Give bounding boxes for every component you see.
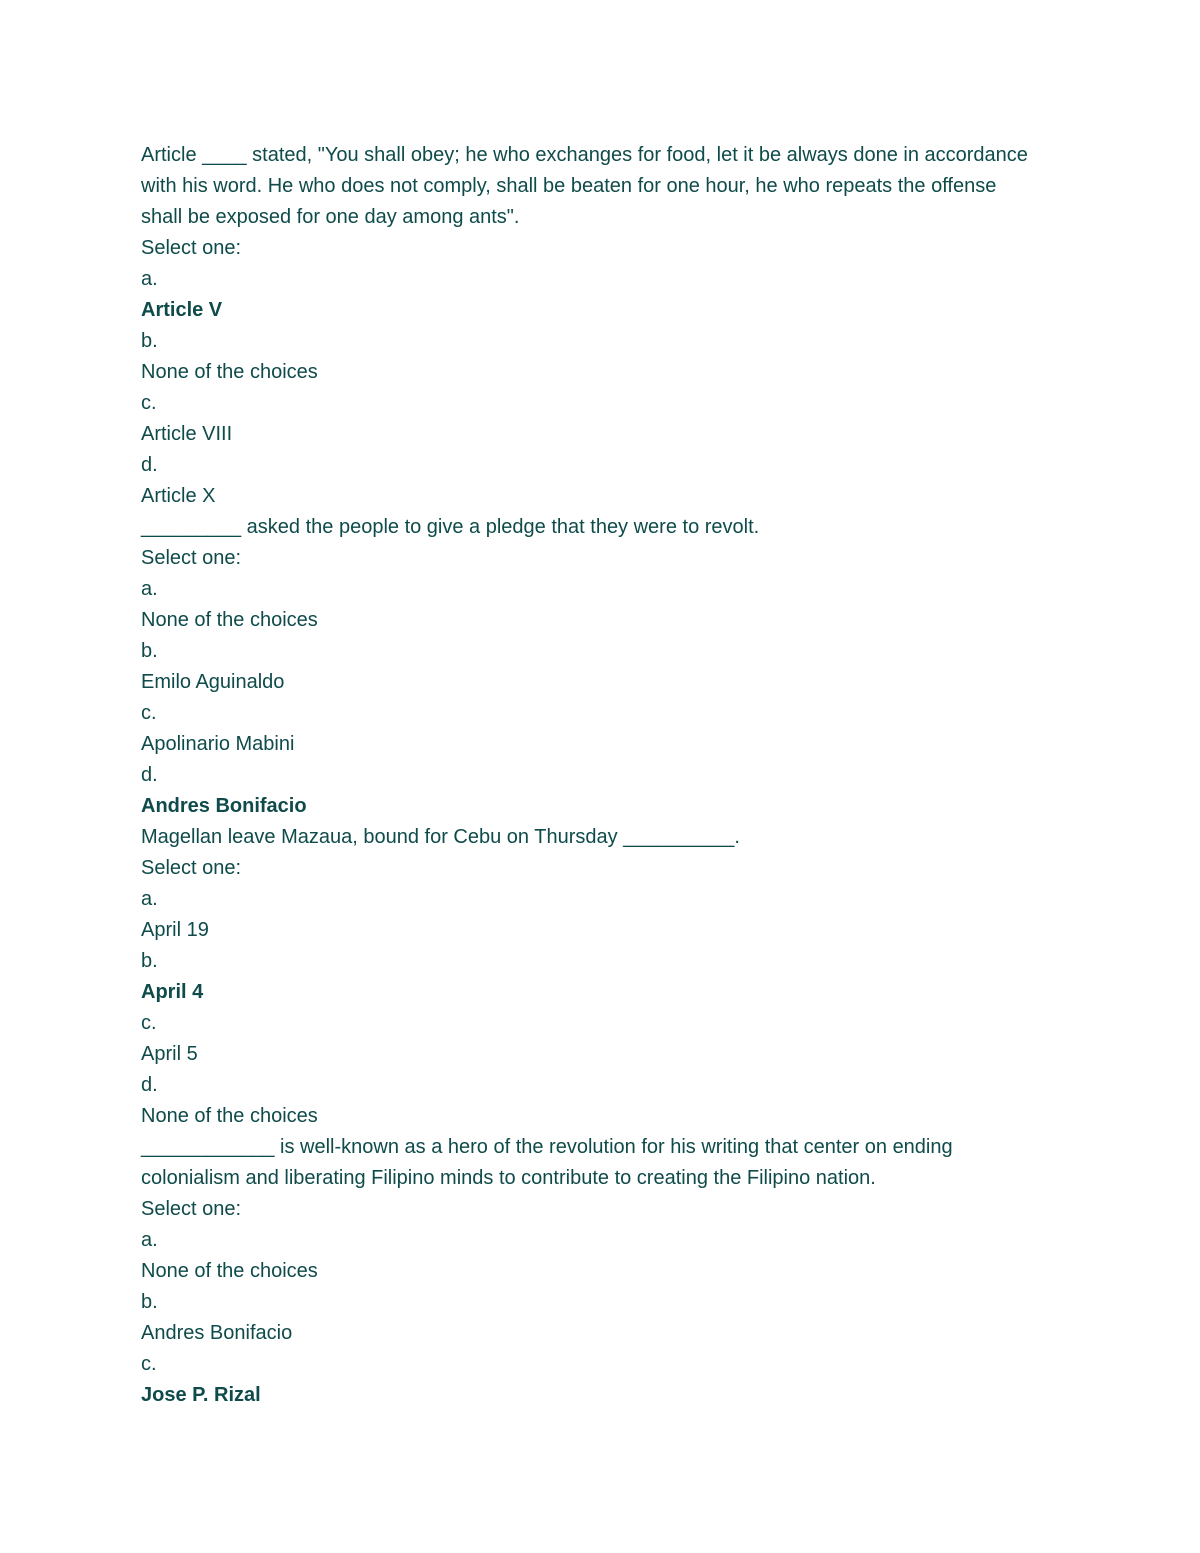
- option-label: Andres Bonifacio: [141, 1322, 293, 1344]
- question-text: Magellan leave Mazaua, bound for Cebu on Thursday __________.: [141, 826, 740, 848]
- option-letter: c.: [141, 392, 157, 414]
- option-label-selected: April 4: [141, 981, 204, 1003]
- select-one-label: Select one:: [141, 237, 242, 259]
- question-text: ____________ is well-known as a hero of the revolution for his writing that center on ending colonialism and liberating Filipino minds to contribute to creating the Filipino nation.: [141, 1136, 953, 1189]
- question-text: _________ asked the people to give a pledge that they were to revolt.: [141, 516, 760, 538]
- document-page: [141, 140, 1041, 1411]
- select-one-label: Select one:: [141, 857, 242, 879]
- option-label: April 5: [141, 1043, 198, 1065]
- option-letter: d.: [141, 1074, 158, 1096]
- option-letter: b.: [141, 640, 158, 662]
- option-letter: d.: [141, 454, 158, 476]
- option-letter: a.: [141, 268, 158, 290]
- option-label-selected: Andres Bonifacio: [141, 795, 307, 817]
- option-letter: b.: [141, 1291, 158, 1313]
- option-letter: b.: [141, 330, 158, 352]
- option-letter: b.: [141, 950, 158, 972]
- option-letter: a.: [141, 888, 158, 910]
- option-letter: c.: [141, 1353, 157, 1375]
- option-letter: c.: [141, 702, 157, 724]
- option-letter: a.: [141, 1229, 158, 1251]
- option-label: None of the choices: [141, 609, 318, 631]
- option-label: None of the choices: [141, 361, 318, 383]
- question-3: [141, 822, 1041, 1132]
- option-label: April 19: [141, 919, 209, 941]
- select-one-label: Select one:: [141, 1198, 242, 1220]
- option-letter: d.: [141, 764, 158, 786]
- option-label: Article X: [141, 485, 216, 507]
- select-one-label: Select one:: [141, 547, 242, 569]
- option-label: None of the choices: [141, 1260, 318, 1282]
- question-4: [141, 1132, 1041, 1411]
- question-1: [141, 140, 1041, 512]
- option-letter: c.: [141, 1012, 157, 1034]
- option-label: Article VIII: [141, 423, 233, 445]
- question-text: Article ____ stated, "You shall obey; he who exchanges for food, let it be always done in accordance with his word. He who does not comply, shall be beaten for one hour, he who repeats the offense shall be exposed for one day among ants".: [141, 144, 1028, 228]
- option-label-selected: Jose P. Rizal: [141, 1384, 261, 1406]
- option-label: Apolinario Mabini: [141, 733, 295, 755]
- option-letter: a.: [141, 578, 158, 600]
- option-label-selected: Article V: [141, 299, 223, 321]
- option-label: Emilo Aguinaldo: [141, 671, 285, 693]
- question-2: [141, 512, 1041, 822]
- option-label: None of the choices: [141, 1105, 318, 1127]
